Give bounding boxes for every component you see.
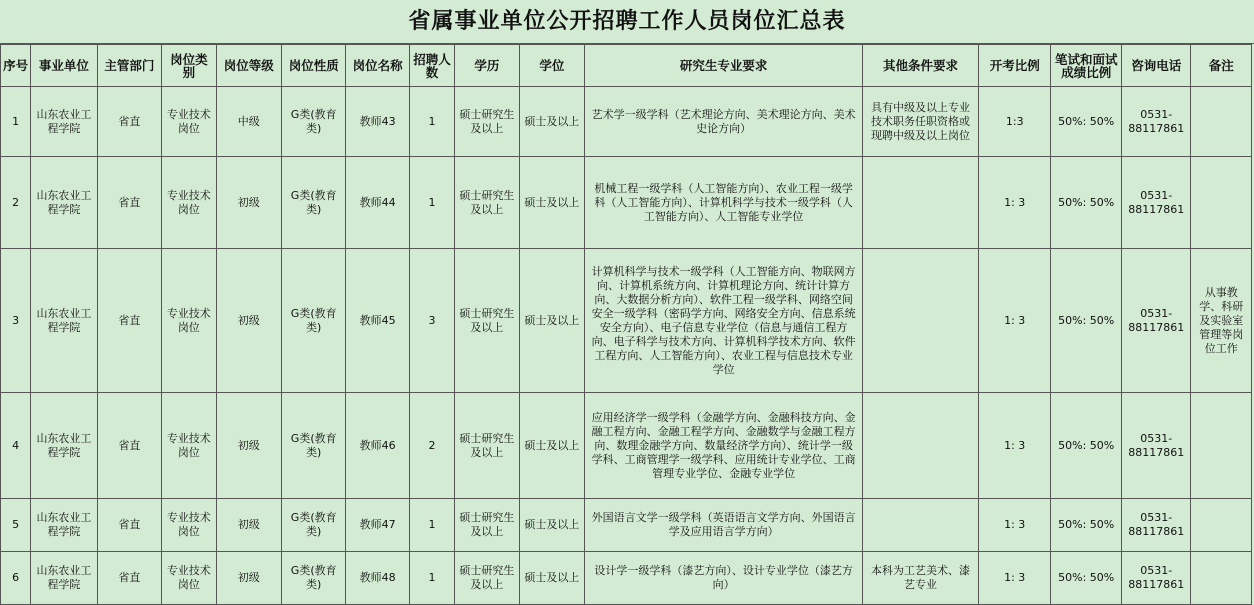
cell-dept[interactable]: 省直 xyxy=(97,157,161,249)
col-header-phone[interactable]: 咨询电话 xyxy=(1121,45,1191,87)
cell-level[interactable]: 初级 xyxy=(216,499,281,552)
cell-unit[interactable]: 山东农业工程学院 xyxy=(31,552,97,605)
col-header-count[interactable]: 招聘人数 xyxy=(409,45,454,87)
page-title: 省属事业单位公开招聘工作人员岗位汇总表 xyxy=(0,0,1254,44)
cell-other[interactable] xyxy=(863,249,979,393)
cell-category[interactable]: 专业技术岗位 xyxy=(162,87,216,157)
cell-seq[interactable]: 1 xyxy=(1,87,31,157)
cell-degree[interactable]: 硕士及以上 xyxy=(519,393,584,499)
cell-note[interactable] xyxy=(1191,393,1252,499)
cell-other[interactable]: 本科为工艺美术、漆艺专业 xyxy=(863,552,979,605)
cell-category[interactable]: 专业技术岗位 xyxy=(162,249,216,393)
cell-seq[interactable]: 4 xyxy=(1,393,31,499)
cell-major[interactable]: 外国语言文学一级学科（英语语言文学方向、外国语言学及应用语言学方向） xyxy=(585,499,863,552)
cell-phone[interactable]: 0531-88117861 xyxy=(1121,552,1191,605)
cell-ratio[interactable]: 1: 3 xyxy=(978,552,1051,605)
cell-level[interactable]: 初级 xyxy=(216,393,281,499)
table-row xyxy=(1,552,1252,605)
col-header-score[interactable]: 笔试和面试成绩比例 xyxy=(1051,45,1122,87)
cell-category[interactable]: 专业技术岗位 xyxy=(162,157,216,249)
cell-nature[interactable]: G类(教育类) xyxy=(281,393,345,499)
cell-score[interactable]: 50%: 50% xyxy=(1051,87,1122,157)
table-row xyxy=(1,249,1252,393)
col-header-seq[interactable]: 序号 xyxy=(1,45,31,87)
cell-name[interactable]: 教师46 xyxy=(346,393,409,499)
cell-degree[interactable]: 硕士及以上 xyxy=(519,499,584,552)
cell-count[interactable]: 1 xyxy=(409,87,454,157)
cell-dept[interactable]: 省直 xyxy=(97,249,161,393)
cell-education[interactable]: 硕士研究生及以上 xyxy=(455,499,519,552)
col-header-note[interactable]: 备注 xyxy=(1191,45,1252,87)
cell-phone[interactable]: 0531-88117861 xyxy=(1121,87,1191,157)
cell-other[interactable] xyxy=(863,393,979,499)
cell-major[interactable]: 机械工程一级学科（人工智能方向）、农业工程一级学科（人工智能方向）、计算机科学与技术一级学科（人工智能方向）、人工智能专业学位 xyxy=(585,157,863,249)
cell-score[interactable]: 50%: 50% xyxy=(1051,249,1122,393)
cell-unit[interactable]: 山东农业工程学院 xyxy=(31,249,97,393)
col-header-education[interactable]: 学历 xyxy=(455,45,519,87)
cell-level[interactable]: 初级 xyxy=(216,249,281,393)
cell-name[interactable]: 教师48 xyxy=(346,552,409,605)
cell-name[interactable]: 教师44 xyxy=(346,157,409,249)
cell-degree[interactable]: 硕士及以上 xyxy=(519,249,584,393)
cell-degree[interactable]: 硕士及以上 xyxy=(519,157,584,249)
cell-seq[interactable]: 6 xyxy=(1,552,31,605)
cell-unit[interactable]: 山东农业工程学院 xyxy=(31,87,97,157)
cell-degree[interactable]: 硕士及以上 xyxy=(519,552,584,605)
col-header-ratio[interactable]: 开考比例 xyxy=(978,45,1051,87)
cell-education[interactable]: 硕士研究生及以上 xyxy=(455,393,519,499)
col-header-other[interactable]: 其他条件要求 xyxy=(863,45,979,87)
cell-nature[interactable]: G类(教育类) xyxy=(281,157,345,249)
col-header-level[interactable]: 岗位等级 xyxy=(216,45,281,87)
cell-nature[interactable]: G类(教育类) xyxy=(281,552,345,605)
cell-nature[interactable]: G类(教育类) xyxy=(281,87,345,157)
cell-other[interactable] xyxy=(863,157,979,249)
cell-level[interactable]: 中级 xyxy=(216,87,281,157)
cell-other[interactable]: 具有中级及以上专业技术职务任职资格或现聘中级及以上岗位 xyxy=(863,87,979,157)
cell-phone[interactable]: 0531-88117861 xyxy=(1121,499,1191,552)
table-row xyxy=(1,157,1252,249)
cell-ratio[interactable]: 1:3 xyxy=(978,87,1051,157)
cell-education[interactable]: 硕士研究生及以上 xyxy=(455,87,519,157)
cell-score[interactable]: 50%: 50% xyxy=(1051,499,1122,552)
cell-major[interactable]: 应用经济学一级学科（金融学方向、金融科技方向、金融工程方向、金融工程学方向、金融数学与金融工程方向、数理金融学方向、数量经济学方向）、统计学一级学科、工商管理学一级学科、应用统计专业学位、工商管理专业学位、金融专业学位 xyxy=(585,393,863,499)
col-header-name[interactable]: 岗位名称 xyxy=(346,45,409,87)
cell-category[interactable]: 专业技术岗位 xyxy=(162,552,216,605)
cell-level[interactable]: 初级 xyxy=(216,552,281,605)
table-row xyxy=(1,87,1252,157)
cell-count[interactable]: 1 xyxy=(409,157,454,249)
cell-note[interactable]: 从事教学、科研及实验室管理等岗位工作 xyxy=(1191,249,1252,393)
cell-count[interactable]: 3 xyxy=(409,249,454,393)
cell-note[interactable] xyxy=(1191,552,1252,605)
cell-level[interactable]: 初级 xyxy=(216,157,281,249)
positions-table xyxy=(0,44,1252,605)
cell-ratio[interactable]: 1: 3 xyxy=(978,157,1051,249)
col-header-major[interactable]: 研究生专业要求 xyxy=(585,45,863,87)
cell-note[interactable] xyxy=(1191,157,1252,249)
cell-education[interactable]: 硕士研究生及以上 xyxy=(455,249,519,393)
cell-score[interactable]: 50%: 50% xyxy=(1051,157,1122,249)
cell-count[interactable]: 1 xyxy=(409,552,454,605)
cell-name[interactable]: 教师43 xyxy=(346,87,409,157)
cell-nature[interactable]: G类(教育类) xyxy=(281,499,345,552)
cell-seq[interactable]: 5 xyxy=(1,499,31,552)
cell-ratio[interactable]: 1: 3 xyxy=(978,499,1051,552)
cell-phone[interactable]: 0531-88117861 xyxy=(1121,249,1191,393)
cell-dept[interactable]: 省直 xyxy=(97,393,161,499)
col-header-unit[interactable]: 事业单位 xyxy=(31,45,97,87)
cell-name[interactable]: 教师45 xyxy=(346,249,409,393)
cell-nature[interactable]: G类(教育类) xyxy=(281,249,345,393)
cell-education[interactable]: 硕士研究生及以上 xyxy=(455,552,519,605)
cell-category[interactable]: 专业技术岗位 xyxy=(162,393,216,499)
cell-note[interactable] xyxy=(1191,87,1252,157)
cell-count[interactable]: 2 xyxy=(409,393,454,499)
cell-degree[interactable]: 硕士及以上 xyxy=(519,87,584,157)
cell-ratio[interactable]: 1: 3 xyxy=(978,393,1051,499)
cell-unit[interactable]: 山东农业工程学院 xyxy=(31,157,97,249)
cell-seq[interactable]: 3 xyxy=(1,249,31,393)
cell-major[interactable]: 设计学一级学科（漆艺方向）、设计专业学位（漆艺方向） xyxy=(585,552,863,605)
cell-ratio[interactable]: 1: 3 xyxy=(978,249,1051,393)
cell-major[interactable]: 计算机科学与技术一级学科（人工智能方向、物联网方向、计算机系统方向、计算机理论方向、统计计算方向、大数据分析方向）、软件工程一级学科、网络空间安全一级学科（密码学方向、网络安全方向、信息系统安全方向）、电子信息专业学位（信息与通信工程方向、电子科学与技术方向、计算机科学技术方向、软件工程方向、人工智能方向）、农业工程与信息技术专业学位 xyxy=(585,249,863,393)
header-row xyxy=(1,45,1252,87)
cell-unit[interactable]: 山东农业工程学院 xyxy=(31,393,97,499)
cell-dept[interactable]: 省直 xyxy=(97,87,161,157)
table-row xyxy=(1,393,1252,499)
cell-dept[interactable]: 省直 xyxy=(97,552,161,605)
cell-seq[interactable]: 2 xyxy=(1,157,31,249)
cell-score[interactable]: 50%: 50% xyxy=(1051,552,1122,605)
col-header-category[interactable]: 岗位类别 xyxy=(162,45,216,87)
cell-unit[interactable]: 山东农业工程学院 xyxy=(31,499,97,552)
cell-education[interactable]: 硕士研究生及以上 xyxy=(455,157,519,249)
cell-major[interactable]: 艺术学一级学科（艺术理论方向、美术理论方向、美术史论方向） xyxy=(585,87,863,157)
cell-count[interactable]: 1 xyxy=(409,499,454,552)
cell-note[interactable] xyxy=(1191,499,1252,552)
col-header-nature[interactable]: 岗位性质 xyxy=(281,45,345,87)
cell-dept[interactable]: 省直 xyxy=(97,499,161,552)
cell-phone[interactable]: 0531-88117861 xyxy=(1121,157,1191,249)
col-header-dept[interactable]: 主管部门 xyxy=(97,45,161,87)
cell-name[interactable]: 教师47 xyxy=(346,499,409,552)
cell-other[interactable] xyxy=(863,499,979,552)
col-header-degree[interactable]: 学位 xyxy=(519,45,584,87)
table-row xyxy=(1,499,1252,552)
cell-phone[interactable]: 0531-88117861 xyxy=(1121,393,1191,499)
cell-category[interactable]: 专业技术岗位 xyxy=(162,499,216,552)
cell-score[interactable]: 50%: 50% xyxy=(1051,393,1122,499)
